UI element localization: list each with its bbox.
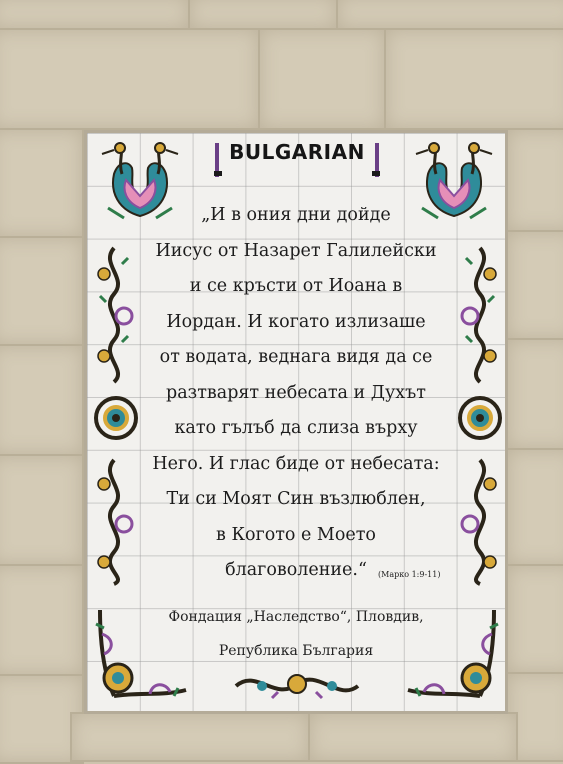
wall-stone <box>0 564 84 676</box>
wall-stone <box>336 0 563 30</box>
verse-line: в Когото е Моето <box>216 524 376 545</box>
bottom-scroll-ornament-icon <box>232 664 362 704</box>
wall-stone <box>70 712 310 762</box>
wall-stone <box>506 128 563 232</box>
verse-text <box>134 198 458 589</box>
wall-stone <box>506 564 563 674</box>
verse-line: и се кръсти от Иоана в <box>189 276 403 296</box>
scripture-reference: (Марко 1:9-11) <box>378 570 441 579</box>
footer-line: Фондация „Наследство“, Пловдив, <box>168 609 424 625</box>
verse-line: Него. И глас биде от небесата: <box>152 453 440 474</box>
wall-stone <box>0 454 84 566</box>
verse-line: като гълъб да слиза върху <box>174 418 418 438</box>
wall-stone <box>0 344 84 456</box>
wall-stone <box>506 230 563 340</box>
wall-stone <box>0 128 84 238</box>
title-flourish-right <box>372 143 380 177</box>
footer-credit <box>134 600 458 668</box>
wall-stone <box>506 338 563 450</box>
wall-stone <box>308 712 518 762</box>
verse-line: разтварят небесата и Духът <box>166 382 426 403</box>
verse-line: Иисус от Назарет Галилейски <box>155 240 437 261</box>
rosette-ornament-icon <box>92 390 140 446</box>
verse-line: от водата, веднага видя да се <box>159 347 433 367</box>
vine-ornament-icon <box>94 244 134 384</box>
vine-ornament-icon <box>94 456 134 586</box>
wall-stone <box>0 28 260 130</box>
page-title: BULGARIAN <box>229 140 365 164</box>
verse-line: Ти си Моят Син възлюблен, <box>166 489 426 509</box>
wall-stone <box>384 28 563 130</box>
verse-line: „И в ония дни дойде <box>201 205 391 225</box>
rosette-ornament-icon <box>456 390 504 446</box>
wall-stone <box>0 236 84 346</box>
wall-stone <box>258 28 386 130</box>
wall-stone <box>506 448 563 566</box>
wall-stone <box>0 0 190 30</box>
verse-line: благоволение.“ <box>225 560 367 580</box>
verse-line: Иордан. И когато излизаше <box>166 311 426 332</box>
vine-ornament-icon <box>460 456 500 586</box>
footer-line: Република България <box>218 643 374 659</box>
vine-ornament-icon <box>460 244 500 384</box>
wall-stone <box>188 0 338 30</box>
